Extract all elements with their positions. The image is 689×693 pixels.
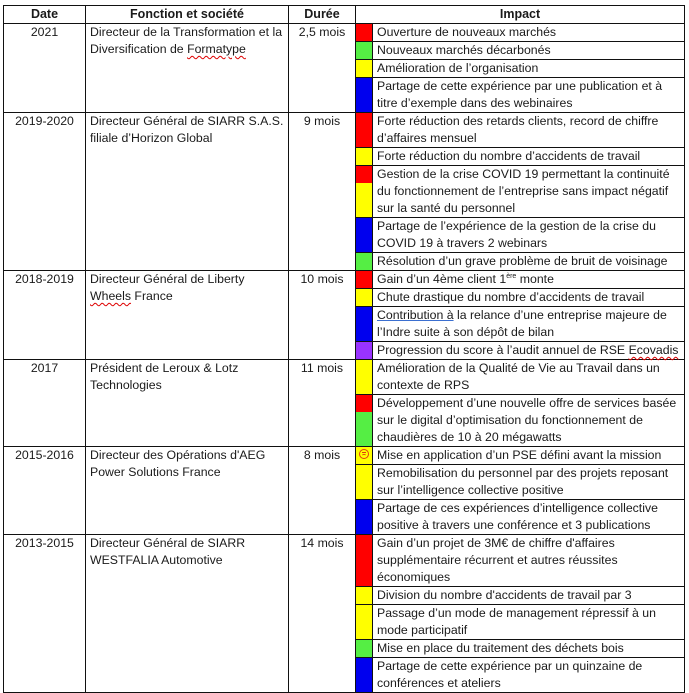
impact-text: Mise en application d’un PSE défini avant la mission [377,448,662,462]
swatch-fill [356,465,372,499]
duration-cell: 10 mois [289,271,356,360]
swatch-yellow [356,60,372,77]
swatch-fill [356,360,372,394]
swatch-red [356,271,372,288]
table-body [4,24,685,693]
table-row [4,360,685,395]
impact-text-cell [373,395,685,447]
date-cell: 2017 [4,360,86,447]
swatch-fill [356,218,372,252]
impact-text-cell [373,342,685,360]
swatch-blue [356,658,372,692]
impact-text: monte [516,272,554,286]
swatch-fill [356,342,372,359]
swatch-red [356,166,372,183]
function-cell [86,535,289,693]
impact-text-cell [373,535,685,587]
impact-text: Ouverture de nouveaux marchés [377,25,557,39]
impact-color-swatch [356,640,373,658]
impact-color-swatch [356,253,373,271]
impact-text: Progression du score à l’audit annuel de RSE [377,343,629,357]
swatch-green [356,253,372,270]
swatch-purple [356,342,372,359]
swatch-yellow [356,289,372,306]
table-row [4,271,685,289]
swatch-fill [356,640,372,657]
impact-text: Mise en place du traitement des déchets bois [377,641,624,655]
impact-text: Gain d’un projet de 3M€ de chiffre d'affaires supplémentaire récurrent et autres réussites économiques [377,536,618,584]
impact-text-cell [373,658,685,693]
impact-text: Passage d’un mode de management répressif à un mode participatif [377,606,656,637]
impact-text: Amélioration de la Qualité de Vie au Travail dans un contexte de RPS [377,361,660,392]
duration-cell: 11 mois [289,360,356,447]
swatch-fill [356,289,372,306]
impact-text-cell [373,465,685,500]
swatch-fill [356,395,372,446]
impact-text-cell [373,24,685,42]
swatch-fill [356,500,372,534]
company-name: Wheels [90,289,132,303]
date-cell: 2013-2015 [4,535,86,693]
table-row [4,113,685,148]
impact-text-cell [373,500,685,535]
impact-color-swatch [356,342,373,360]
impact-text-cell [373,218,685,253]
impact-text: Remobilisation du personnel par des projets reposant sur l’intelligence collective positive [377,466,669,497]
swatch-fill [356,271,372,288]
impact-text: Chute drastique du nombre d’accidents de travail [377,290,645,304]
swatch-fill [356,605,372,639]
swatch-blue [356,78,372,112]
impact-text-cell [373,60,685,78]
swatch-yellow [356,605,372,639]
impact-text: Gain d’un 4ème client 1 [377,272,507,286]
impact-text-cell [373,640,685,658]
swatch-fill [356,535,372,586]
impact-link-text: Contribution à [377,308,454,322]
swatch-fill [356,587,372,604]
header-duration: Durée [289,6,356,24]
swatch-yellow [356,148,372,165]
impact-text: Nouveaux marchés décarbonés [377,43,551,57]
impact-color-swatch [356,24,373,42]
impact-color-swatch [356,605,373,640]
table-row [4,535,685,587]
duration-cell: 2,5 mois [289,24,356,113]
swatch-yellow [356,587,372,604]
swatch-fill [356,658,372,692]
impact-text: Partage de l’expérience de la gestion de la crise du COVID 19 à travers 2 webinars [377,219,656,250]
swatch-fill [356,166,372,217]
function-cell [86,271,289,360]
impact-text-cell [373,587,685,605]
duration-cell: 8 mois [289,447,356,535]
swatch-fill [356,307,372,341]
impact-text: Division du nombre d'accidents de travail par 3 [377,588,632,602]
impact-color-swatch [356,658,373,693]
impact-text-cell [373,113,685,148]
impact-text-cell [373,447,685,465]
superscript: ère [506,273,517,280]
swatch-yellow [356,465,372,499]
impact-color-swatch [356,289,373,307]
impact-color-swatch [356,500,373,535]
swatch-green [356,429,372,446]
swatch-blue [356,307,372,341]
swatch-blue [356,218,372,252]
swatch-fill [356,42,372,59]
function-cell [86,447,289,535]
table-row [4,447,685,465]
impact-color-swatch [356,465,373,500]
impact-color-swatch [356,148,373,166]
impact-text-cell [373,166,685,218]
swatch-fill [356,24,372,41]
impact-color-swatch [356,307,373,342]
impact-text: Développement d’une nouvelle offre de services basée sur le digital d’optimisation du fonctionnement de chaudières de 10 à 20 mégawatts [377,396,677,444]
impact-text-cell [373,271,685,289]
impact-text-cell [373,307,685,342]
function-cell [86,360,289,447]
swatch-yellow [356,183,372,200]
impact-color-swatch [356,113,373,148]
swatch-red [356,535,372,586]
impact-color-swatch [356,60,373,78]
swatch-yellow [356,360,372,394]
impact-text: Partage de ces expériences d’intelligence collective positive à travers une conférence et 3 publications [377,501,658,532]
swatch-fill [356,253,372,270]
sad-face-icon [359,449,369,459]
function-text: Directeur Général de Liberty [90,272,245,286]
impact-text: Résolution d’un grave problème de bruit de voisinage [377,254,668,268]
duration-cell: 9 mois [289,113,356,271]
swatch-red [356,113,372,147]
impact-text-cell [373,253,685,271]
function-text: France [131,289,173,303]
function-text: Directeur Général de SIARR WESTFALIA Automotive [90,536,246,567]
company-name: Ecovadis [628,343,679,357]
impact-text: Forte réduction du nombre d’accidents de travail [377,149,641,163]
date-cell: 2018-2019 [4,271,86,360]
header-impact: Impact [356,6,685,24]
impact-color-swatch [356,42,373,60]
swatch-yellow [356,200,372,217]
header-row [4,6,685,24]
function-text: Directeur Général de SIARR S.A.S. filiale d’Horizon Global [90,114,284,145]
impact-text: la relance d’une entreprise majeure de l’Indre suite à son dépôt de bilan [377,308,667,339]
swatch-green [356,412,372,429]
function-text: Directeur des Opérations d'AEG Power Solutions France [90,448,266,479]
impact-text-cell [373,605,685,640]
impact-color-swatch [356,395,373,447]
impact-text-cell [373,42,685,60]
function-cell [86,24,289,113]
swatch-fill [356,78,372,112]
impact-text-cell [373,360,685,395]
swatch-green [356,640,372,657]
date-cell: 2015-2016 [4,447,86,535]
date-cell: 2021 [4,24,86,113]
function-text: Directeur de la Transformation et la Diversification de [90,25,283,56]
swatch-blue [356,500,372,534]
impact-text: Forte réduction des retards clients, record de chiffre d’affaires mensuel [377,114,659,145]
impact-text: Partage de cette expérience par une publication et à titre d’exemple dans des webinaires [377,79,663,110]
impact-color-swatch [356,535,373,587]
impact-color-swatch [356,447,373,465]
impact-text-cell [373,78,685,113]
swatch-red [356,24,372,41]
impact-color-swatch [356,166,373,218]
impact-text: Amélioration de l’organisation [377,61,539,75]
career-impact-table [3,5,685,693]
swatch-fill [356,113,372,147]
swatch-fill [356,60,372,77]
header-date: Date [4,6,86,24]
header-function: Fonction et société [86,6,289,24]
impact-color-swatch [356,218,373,253]
swatch-green [356,42,372,59]
table-row [4,24,685,42]
impact-color-swatch [356,78,373,113]
impact-color-swatch [356,587,373,605]
duration-cell: 14 mois [289,535,356,693]
function-cell [86,113,289,271]
swatch-fill [356,148,372,165]
function-text: Président de Leroux & Lotz Technologies [90,361,239,392]
swatch-red [356,395,372,412]
impact-text-cell [373,148,685,166]
impact-text: Partage de cette expérience par un quinzaine de conférences et ateliers [377,659,643,690]
impact-color-swatch [356,271,373,289]
date-cell: 2019-2020 [4,113,86,271]
company-name: Formatype [187,42,246,56]
impact-color-swatch [356,360,373,395]
impact-text-cell [373,289,685,307]
impact-text: Gestion de la crise COVID 19 permettant la continuité du fonctionnement de l’entreprise sans impact négatif sur la santé du personnel [377,167,670,215]
